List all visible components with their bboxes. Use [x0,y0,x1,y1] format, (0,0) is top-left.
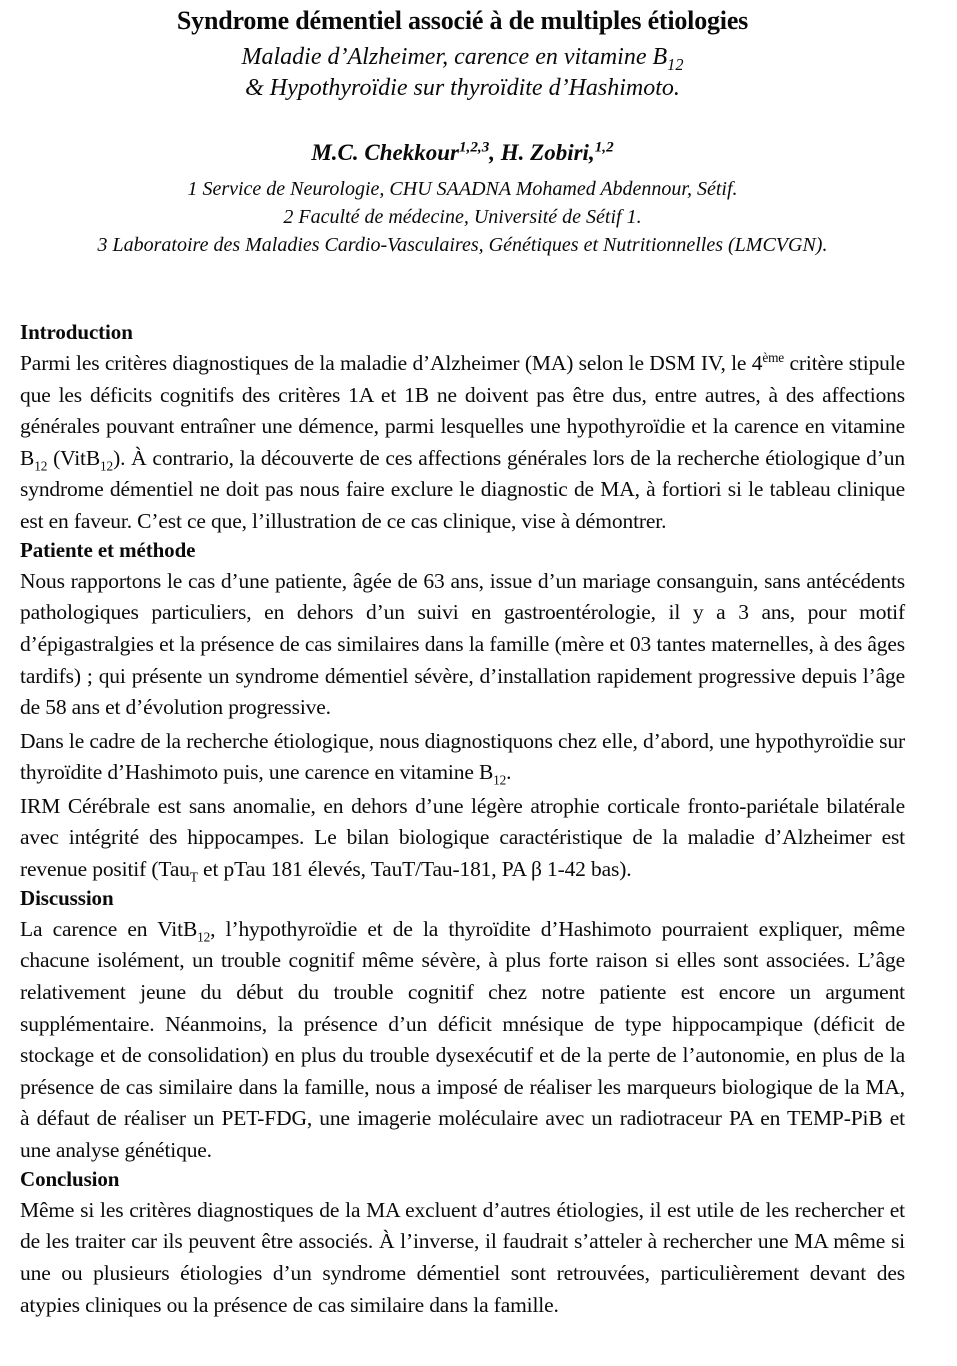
intro-subscript-b12-first: 12 [34,458,48,474]
author-chekkour: M.C. Chekkour [311,140,459,166]
subtitle-line-2: & Hypothyroïdie sur thyroïdite d’Hashimoto. [245,75,680,102]
author-zobiri-affiliation-marks: 1,2 [594,138,614,156]
patiente-p2-text-a: Dans le cadre de la recherche étiologique, nous diagnostiquons chez elle, d’abord, une hypothyroïdie sur thyroïdite d’Hashimoto puis, une carence en vitamine B [20,728,905,785]
discussion-subscript-b12: 12 [197,929,211,945]
author-chekkour-affiliation-marks: 1,2,3 [458,138,490,156]
conclusion-paragraph-1: Même si les critères diagnostiques de la MA excluent d’autres étiologies, il est utile de les rechercher et de les traiter car ils peuvent être associés. À l’inverse, il faudrait s’atteler à rechercher une MA même si une ou plusieurs étiologies d’un syndrome démentiel sont retrouvées, particulièrement devant des atypies cliniques ou la présence de cas similaire dans la famille. [20,1197,905,1317]
section-discussion [20,886,905,1167]
section-heading-patiente-et-methode: Patiente et méthode [20,537,196,562]
document-subtitle [20,42,905,105]
patiente-subscript-b12: 12 [493,772,507,788]
patiente-paragraph-2 [20,726,905,789]
affiliation-list [20,175,905,260]
affiliation-item-3: 3 Laboratoire des Maladies Cardio-Vasculaires, Génétiques et Nutritionnelles (LMCVGN). [97,234,828,257]
patiente-p3-text-b: et pTau 181 élevés, TauT/Tau-181, PA β 1-42 bas). [197,857,632,882]
discussion-text-a: La carence en VitB [20,916,198,941]
patiente-paragraph-3 [20,791,905,886]
intro-subscript-b12-second: 12 [100,458,114,474]
intro-text-d: ). À contrario, la découverte de ces affections générales lors de la recherche étiologique d’un syndrome démentiel ne doit pas nous faire exclure le diagnostic de MA, à fortiori si le tableau clinique est en faveur. C’est ce que, l’illustration de ce cas clinique, vise à démontrer. [20,445,905,533]
section-introduction [20,320,905,538]
author-separator: , H. Zobiri, [489,140,595,166]
introduction-paragraph-1 [20,348,905,538]
affiliation-item-2: 2 Faculté de médecine, Université de Sétif 1. [283,206,642,228]
intro-text-c: (VitB [47,445,101,470]
patiente-paragraph-1: Nous rapportons le cas d’une patiente, âgée de 63 ans, issue d’un mariage consanguin, sans antécédents pathologiques particuliers, en dehors d’un suivi en gastroentérologie, il y a 3 ans, pour motif d’épigastralgies et la présence de cas similaires dans la famille (mère et 03 tantes maternelles, à des âges tardifs) ; qui présente un syndrome démentiel sévère, d’installation rapidement progressive depuis l’âge de 58 ans et d’évolution progressive. [20,568,905,720]
subtitle-line-1-text: Maladie d’Alzheimer, carence en vitamine B [241,43,668,70]
subtitle-subscript-b12: 12 [667,54,684,74]
paper-header [20,0,905,260]
paper-body [20,320,905,1321]
section-heading-conclusion: Conclusion [20,1166,120,1191]
section-conclusion [20,1167,905,1322]
subtitle-line-1 [20,42,905,74]
author-list [20,139,905,167]
section-heading-discussion: Discussion [20,885,114,910]
affiliation-item-1: 1 Service de Neurologie, CHU SAADNA Mohamed Abdennour, Sétif. [187,177,738,200]
intro-superscript-eme: ème [762,349,785,365]
section-heading-introduction: Introduction [20,319,133,344]
intro-text-a: Parmi les critères diagnostiques de la maladie d’Alzheimer (MA) selon le DSM IV, le 4 [20,350,763,375]
discussion-paragraph-1 [20,914,905,1167]
patiente-p2-text-b: . [506,760,512,785]
patiente-subscript-tau-t: T [189,869,198,885]
patiente-p3-text-a: IRM Cérébrale est sans anomalie, en dehors d’une légère atrophie corticale fronto-pariétale bilatérale avec intégrité des hippocampes. Le bilan biologique caractéristique de la maladie d’Alzheimer est revenue positif (Tau [20,793,905,882]
page-title: Syndrome démentiel associé à de multiples étiologies [176,6,749,35]
section-patiente-et-methode [20,538,905,886]
intro-text-b: critère stipule que les déficits cognitifs des critères 1A et 1B ne doivent pas être dus, entre autres, à des affections générales pouvant entraîner une démence, parmi lesquelles une hypothyroïdie et la carence en vitamine B [20,350,905,470]
discussion-text-b: , l’hypothyroïdie et de la thyroïdite d’Hashimoto pourraient expliquer, même chacune isolément, un trouble cognitif même sévère, à plus forte raison si elles sont associées. L’âge relativement jeune du début du trouble cognitif chez notre patiente est encore un argument supplémentaire. Néanmoins, la présence d’un déficit mnésique de type hippocampique (déficit de stockage et de consolidation) en plus du trouble dysexécutif et de la perte de l’autonomie, en plus de la présence de cas similaire dans la famille, nous a imposé de réaliser les marqueurs biologique de la MA, à défaut de réaliser un PET-FDG, une imagerie moléculaire avec un radiotraceur PA en TEMP-PiB et une analyse génétique. [20,916,905,1162]
